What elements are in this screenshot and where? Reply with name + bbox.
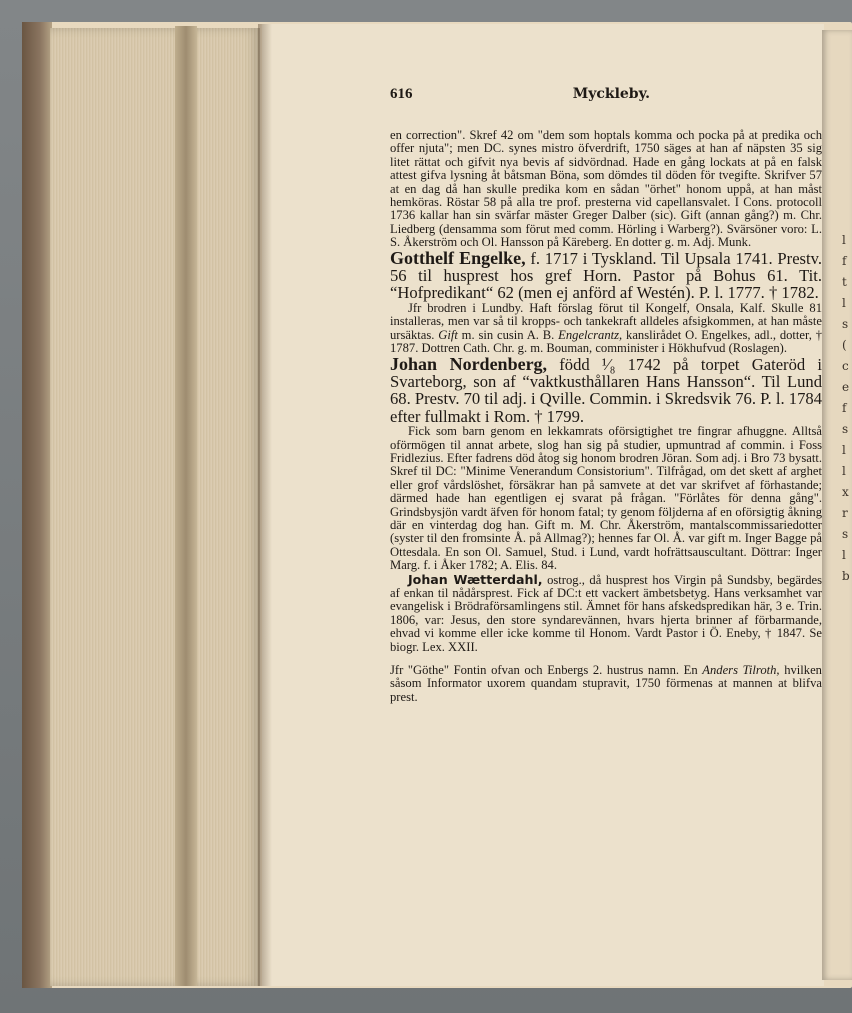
entry-waetterdahl-text: ostrog., då husprest hos Virgin på Sundsby, begärdes af enkan til nådårsprest. Fick af DC:t ett vackert ämbetsbetyg. Hans verksamhet var evangelisk i Brödraförsamlingens stil. Ämnet för hans afskedspredikan här, 3 e. Trin. 1806, var: Jesus, den store syndarevännen, hvars hjerta brinner af förbarmande, ehvad vi komme eller icke komme til Honom. Vardt Pastor i Ö. Eneby, † 1847. Se biogr. Lex. XXII. <box>390 572 822 654</box>
page-edges <box>50 28 260 986</box>
page-header-title: Myckleby. <box>572 86 650 102</box>
entry-engelke-name: Gotthelf Engelke, <box>390 247 526 268</box>
entry-continuation: en correction". Skref 42 om "dem som hoptals komma och pocka på at predika och offer njuta"; men DC. synes mistro öfverdrift, 1750 säges at han af näpsten 35 sig litet rättat och gifvit nya bevis af sidvördnad. Hade en gång lockats at på en falsk attest gifva lysning åt båtsman Böna, som dömdes til döden för tvegifte. Skrifver 57 at en dag då han skulle predika kom en sådan "örhet" honom uppå, at han måst hemköras. Röstar 58 på alla tre prof. presterna vid capellansvalet. I Cons. protocoll 1736 kallar han sin svärfar mäster Greger Dalber (sic). Gift (annan gång?) m. Chr. Liedberg (densamma som förut med comm. Hörling i Warberg?). Svärsöner voro: L. S. Åkerström och Ol. Hansson på Käreberg. En dotter g. m. Adj. Munk. <box>390 128 822 250</box>
engelke-note-cusin: Engelcrantz, <box>558 327 623 342</box>
book-spine <box>22 22 52 988</box>
closing-note-b: hvilken såsom Informator uxorem quandam stupravit, 1750 förmenas at mannen at blifva prest. <box>390 663 822 704</box>
page-header <box>390 86 650 103</box>
entry-nordenberg <box>390 353 822 426</box>
page-gutter-shadow <box>258 24 272 986</box>
engelke-note-part-b: m. sin cusin A. B. <box>457 327 559 342</box>
entry-engelke-text: f. 1717 i Tyskland. Til Upsala 1741. Prestv. 56 til husprest hos gref Horn. Pastor på Bohus 61. Tit. “Hofpredikant“ 62 (men ej anförd af Westén). P. l. 1777. † 1782. <box>390 248 822 303</box>
entry-engelke <box>390 247 822 303</box>
entry-nordenberg-text: född ¹⁄₈ 1742 på torpet Gateröd i Svarteborg, son af “vaktkusthållaren Hans Hansson“. Til Lund 68. Prestv. 70 til adj. i Qville. Commin. i Skredsvik 76. P. l. 1784 efter fullmakt i Rom. † 1799. <box>390 354 822 426</box>
entry-nordenberg-note: Fick som barn genom en lekkamrats oförsigtighet tre fingrar afhuggne. Alltså oförmögen til annat arbete, slog han sig på studier, upmuntrad af commin. i Foss Fridlezius. Efter fadrens död åtog sig honom brodren Jöran. Som adj. i Bro 73 bysatt. Skref til DC: "Minime Venerandum Consistorium". Tilfrågad, om det skett af arghet eller grof vårdslöshet, försäkrar han på samvete at det var skrifvet af förhastande; därmed hade han egentligen ej svarat på frågan. "Förlåtes för denna gång". Grindsbysjön vardt äfven för honom fatal; ty genom följderna af en oförsigtig åkning där en vinterdag dog han. Gift m. M. Chr. Åkerström, mantalscommissariedotter (syster til den fromsinte Å. på Allmag?); hennes far Ol. Å. var gift m. Inger Bagge på Ottesdala. En son Ol. Samuel, Stud. i Lund, vardt hofrättsauscultant. Döttrar: Inger Marg. f. i Åker 1782; A. Elis. 84. <box>390 424 822 573</box>
entry-waetterdahl-name: Johan Wætterdahl, <box>408 571 543 587</box>
closing-note-a: Jfr "Göthe" Fontin ofvan och Enbergs 2. hustrus namn. En <box>390 663 703 678</box>
engelke-note-part-c: kanslirådet O. Engelkes, adl., dotter, † 1787. Dottren Cath. Chr. g. m. Bouman, comminister i Hökhufvud (Roslagen). <box>390 327 822 356</box>
page-text-block <box>390 86 822 704</box>
closing-note <box>390 664 822 704</box>
entry-engelke-note <box>390 302 822 356</box>
entry-nordenberg-name: Johan Nordenberg, <box>390 353 548 374</box>
closing-note-anders: Anders Tilroth, <box>702 663 780 678</box>
facing-page-fragments: l f t l s ( c e f s l l x r s l b <box>842 233 850 583</box>
engelke-note-gift: Gift <box>438 327 458 342</box>
page-number: 616 <box>390 86 413 102</box>
engelke-note-part-a: Jfr brodren i Lundby. Haft förslag förut til Kongelf, Onsala, Kalf. Skulle 81 installeras, men var så til kropps- och tankekraft alldeles afsigkommen, at han måste ursäktas. <box>390 300 822 342</box>
page-edge-band <box>175 26 197 986</box>
entry-waetterdahl <box>390 573 822 654</box>
